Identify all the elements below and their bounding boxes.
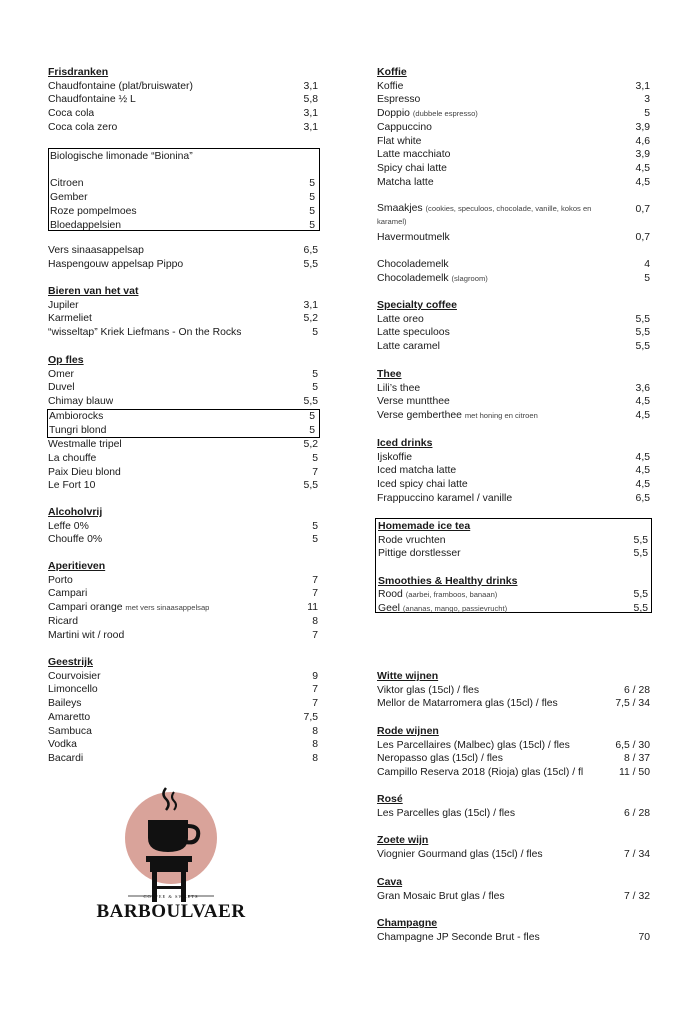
section-rode-wijnen	[377, 725, 650, 780]
section-title: Cava	[377, 876, 403, 888]
section-witte-wijnen	[377, 670, 650, 711]
menu-item: Les Parcelles glas (15cl) / fles 6 / 28	[377, 807, 650, 819]
section-iced	[377, 437, 652, 506]
menu-item: Rode vruchten 5,5	[378, 534, 648, 546]
menu-item: Chimay blauw 5,5	[48, 396, 318, 408]
section-sappen	[48, 244, 320, 271]
highlight-box	[47, 409, 320, 438]
menu-item: Roze pompelmoes 5	[50, 205, 315, 217]
section-title: Zoete wijn	[377, 834, 429, 846]
section-koffie	[377, 66, 652, 189]
menu-item: Latte oreo 5,5	[377, 313, 650, 325]
section-havermout	[377, 231, 652, 245]
section-frisdranken	[48, 66, 320, 135]
section-title: Witte wijnen	[377, 670, 439, 682]
menu-item: Ambiorocks 5	[49, 410, 315, 422]
menu-item: Tungri blond 5	[49, 424, 315, 436]
menu-item: Chaudfontaine ½ L 5,8	[48, 94, 318, 106]
menu-item: Flat white 4,6	[377, 135, 650, 147]
menu-item: Verse gemberthee met honing en citroen 4,5	[377, 410, 650, 422]
menu-item: Havermoutmelk 0,7	[377, 232, 650, 243]
section-op-fles	[48, 354, 320, 493]
menu-item: Campari orange met vers sinaasappelsap 11	[48, 602, 318, 614]
menu-item: La chouffe 5	[48, 452, 318, 464]
section-title: Smoothies & Healthy drinks	[378, 574, 518, 587]
section-title: Frisdranken	[48, 66, 109, 78]
menu-item: Chocolademelk 4	[377, 259, 650, 270]
menu-item: Rood (aarbei, framboos, banaan) 5,5	[378, 589, 648, 601]
section-smaakjes	[377, 203, 652, 228]
menu-item: Courvoisier 9	[48, 670, 318, 682]
section-title: Thee	[377, 368, 402, 380]
svg-text:COFFEE & SWEETS: COFFEE & SWEETS	[143, 894, 199, 899]
section-zoete-wijn	[377, 834, 650, 861]
section-title: Specialty coffee	[377, 299, 457, 311]
menu-item: Gember 5	[50, 192, 315, 204]
menu-item: Campillo Reserva 2018 (Rioja) glas (15cl) / fl 11 / 50	[377, 767, 650, 779]
menu-item: Coca cola 3,1	[48, 108, 318, 120]
coffee-logo-icon	[96, 778, 246, 928]
menu-item: Bacardi 8	[48, 752, 318, 764]
menu-item: Pittige dorstlesser 5,5	[378, 548, 648, 560]
menu-item: Porto 7	[48, 574, 318, 586]
menu-item: Sambuca 8	[48, 725, 318, 737]
section-geestrijk	[48, 656, 320, 766]
menu-item: Verse muntthee 4,5	[377, 396, 650, 408]
menu-item: Duvel 5	[48, 382, 318, 394]
menu-item: Ijskoffie 4,5	[377, 451, 650, 463]
menu-item: Iced spicy chai latte 4,5	[377, 479, 650, 491]
menu-item: Gran Mosaic Brut glas / fles 7 / 32	[377, 890, 650, 902]
section-title: Iced drinks	[377, 437, 433, 449]
section-title: Champagne	[377, 917, 438, 929]
menu-item: Chouffe 0% 5	[48, 534, 318, 546]
menu-item: Haspengouw appelsap Pippo 5,5	[48, 258, 318, 270]
menu-item: Omer 5	[48, 368, 318, 380]
menu-item: Martini wit / rood 7	[48, 629, 318, 641]
menu-item: Doppio (dubbele espresso) 5	[377, 108, 650, 120]
menu-item: Iced matcha latte 4,5	[377, 465, 650, 477]
menu-item: Lili’s thee 3,6	[377, 382, 650, 394]
menu-item: Les Parcellaires (Malbec) glas (15cl) / fles 6,5 / 30	[377, 739, 650, 751]
menu-item: Matcha latte 4,5	[377, 176, 650, 188]
section-alcoholvrij	[48, 506, 320, 547]
menu-item: Viktor glas (15cl) / fles 6 / 28	[377, 684, 650, 696]
section-title: Op fles	[48, 354, 84, 366]
menu-item: Jupiler 3,1	[48, 299, 318, 311]
menu-item: Paix Dieu blond 7	[48, 466, 318, 478]
menu-item: Latte speculoos 5,5	[377, 327, 650, 339]
menu-item: Campari 7	[48, 588, 318, 600]
section-vat	[48, 285, 320, 340]
bionina-title: Biologische limonade “Bionina”	[50, 151, 193, 162]
menu-item: Limoncello 7	[48, 684, 318, 696]
section-rose	[377, 793, 650, 820]
section-cava	[377, 876, 650, 903]
section-chocolademelk	[377, 258, 652, 285]
section-title: Rode wijnen	[377, 725, 439, 737]
section-title: Rosé	[377, 793, 403, 805]
menu-item: Baileys 7	[48, 698, 318, 710]
section-title: Alcoholvrij	[48, 506, 103, 518]
menu-item: Ricard 8	[48, 615, 318, 627]
menu-item: Coca cola zero 3,1	[48, 121, 318, 133]
menu-item: Frappuccino karamel / vanille 6,5	[377, 492, 650, 504]
menu-item: Neropasso glas (15cl) / fles 8 / 37	[377, 753, 650, 765]
menu-item: Westmalle tripel 5,2	[48, 439, 318, 451]
menu-item: Bloedappelsien 5	[50, 219, 315, 231]
menu-item: Karmeliet 5,2	[48, 313, 318, 325]
section-title: Bieren van het vat	[48, 285, 139, 297]
menu-item: Champagne JP Seconde Brut - fles 70	[377, 931, 650, 943]
menu-item: Viognier Gourmand glas (15cl) / fles 7 / 34	[377, 848, 650, 860]
menu-item: Le Fort 10 5,5	[48, 480, 318, 492]
section-thee	[377, 368, 652, 423]
bionina-box	[48, 148, 320, 231]
menu-item: Espresso 3	[377, 94, 650, 106]
menu-item: Vodka 8	[48, 739, 318, 751]
menu-item: Smaakjes (cookies, speculoos, chocolade, vanille, kokos en karamel) 0,7	[377, 203, 650, 226]
menu-item: Chocolademelk (slagroom) 5	[377, 272, 650, 284]
ice-tea-smoothies-box	[375, 518, 652, 613]
section-title: Homemade ice tea	[378, 520, 471, 532]
menu-item: Koffie 3,1	[377, 80, 650, 92]
svg-text:BARBOULVAER: BARBOULVAER	[96, 901, 246, 922]
menu-item: Spicy chai latte 4,5	[377, 162, 650, 174]
menu-item: Citroen 5	[50, 178, 315, 190]
barboulvaer-logo	[96, 778, 246, 928]
menu-item: Leffe 0% 5	[48, 520, 318, 532]
menu-item: Latte macchiato 3,9	[377, 149, 650, 161]
menu-item: Chaudfontaine (plat/bruiswater) 3,1	[48, 80, 318, 92]
menu-item: Latte caramel 5,5	[377, 341, 650, 353]
menu-item: Cappuccino 3,9	[377, 121, 650, 133]
menu-item: Mellor de Matarromera glas (15cl) / fles 7,5 / 34	[377, 698, 650, 710]
menu-item: Amaretto 7,5	[48, 711, 318, 723]
menu-item: Geel (ananas, mango, passievrucht) 5,5	[378, 603, 648, 615]
menu-item: Vers sinaasappelsap 6,5	[48, 245, 318, 256]
section-title: Aperitieven	[48, 560, 106, 572]
section-aperitieven	[48, 560, 320, 642]
menu-item: “wisseltap” Kriek Liefmans - On the Rocks 5	[48, 327, 318, 339]
section-title: Geestrijk	[48, 656, 93, 668]
section-champagne	[377, 917, 650, 944]
section-title: Koffie	[377, 66, 407, 78]
section-specialty	[377, 299, 652, 354]
